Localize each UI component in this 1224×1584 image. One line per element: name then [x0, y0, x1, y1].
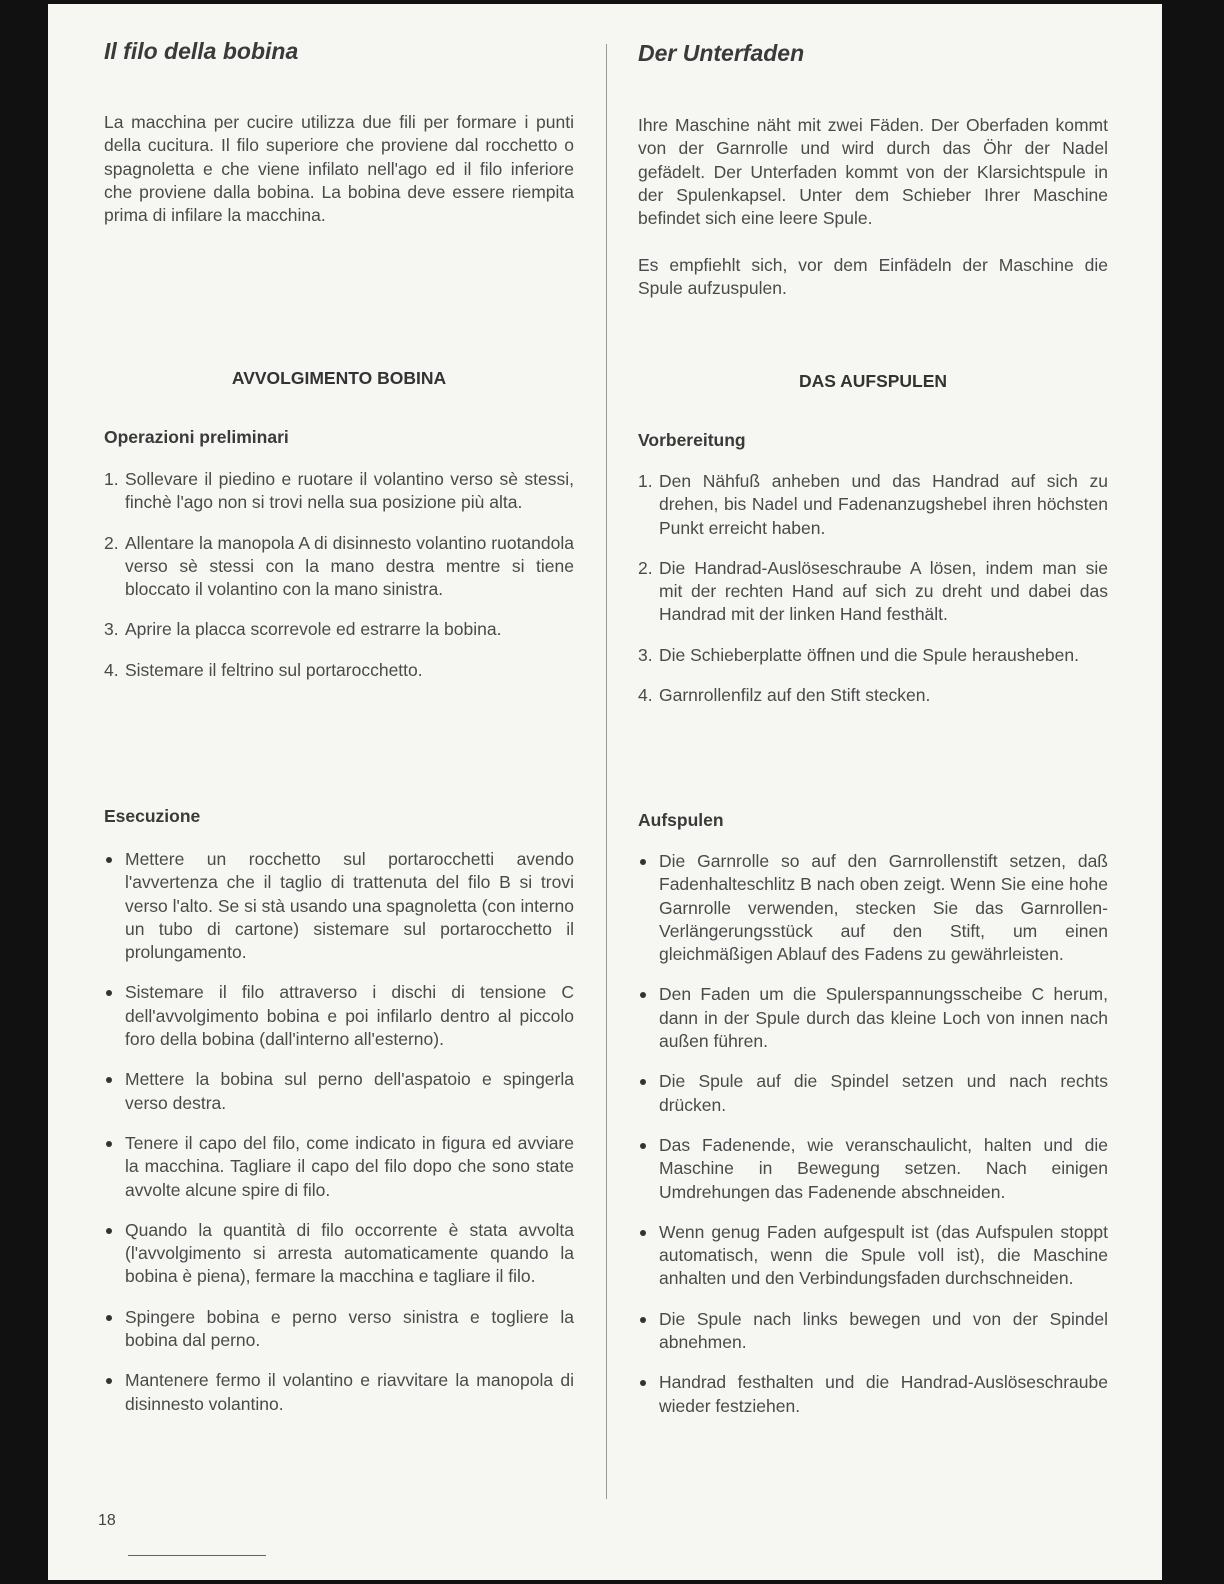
step-number: 1.	[638, 471, 653, 491]
list-item	[104, 618, 574, 641]
step-text: Mettere un rocchetto sul portarocchetti avendo l'avvertenza che il taglio di trattenuta del filo B si trovi verso l'alto. Se si stà usando una spagnoletta (con interno un tubo di cartone) sistemare sul portarocchetto il prolungamento.	[125, 849, 574, 963]
bullet-icon	[640, 1380, 646, 1386]
step-number: 1.	[104, 469, 119, 489]
step-text: Aprire la placca scorrevole ed estrarre la bobina.	[125, 619, 502, 640]
step-text: Den Nähfuß anheben und das Handrad auf sich zu drehen, bis Nadel und Fadenanzugshebel ihren höchsten Punkt erreicht haben.	[659, 471, 1108, 538]
list-item	[638, 470, 1108, 540]
bullet-icon	[106, 1077, 112, 1083]
german-prep-list	[638, 470, 1108, 724]
italian-title: Il filo della bobina	[104, 38, 299, 64]
step-text: Sistemare il feltrino sul portarocchetto.	[125, 659, 423, 680]
list-item	[638, 1308, 1108, 1355]
italian-section-title: AVVOLGIMENTO BOBINA	[231, 368, 447, 388]
italian-prep-list	[104, 468, 574, 699]
manual-page	[48, 4, 1162, 1580]
step-text: Mettere la bobina sul perno dell'aspatoio e spingerla verso destra.	[125, 1069, 574, 1113]
german-title: Der Unterfaden	[638, 40, 805, 66]
decorative-rule	[128, 1555, 266, 1556]
list-item	[104, 1219, 574, 1289]
bullet-icon	[106, 990, 112, 996]
italian-exec-list	[104, 848, 574, 1433]
step-text: Die Schieberplatte öffnen und die Spule herausheben.	[659, 644, 1079, 665]
list-item	[104, 1369, 574, 1416]
step-number: 3.	[638, 644, 653, 665]
bullet-icon	[106, 857, 112, 863]
step-text: Sollevare il piedino e ruotare il volantino verso sè stessi, finchè l'ago non si trovi nella sua posizione più alta.	[125, 469, 574, 513]
step-number: 2.	[104, 532, 119, 553]
german-prep-heading: Vorbereitung	[638, 430, 746, 450]
step-number: 3.	[104, 619, 119, 640]
list-item	[638, 983, 1108, 1053]
step-text: Die Handrad-Auslöseschraube A lösen, indem man sie mit der rechten Hand auf sich zu dreht und dabei das Handrad mit der linken Hand festhält.	[659, 557, 1108, 625]
italian-prep-heading: Operazioni preliminari	[104, 427, 289, 447]
bullet-icon	[106, 1141, 112, 1147]
step-text: Die Spule nach links bewegen und von der Spindel abnehmen.	[659, 1308, 1108, 1353]
step-text: Den Faden um die Spulerspannungsscheibe C herum, dann in der Spule durch das kleine Loch von innen nach außen führen.	[659, 984, 1108, 1052]
bullet-icon	[640, 1143, 646, 1149]
step-text: Garnrollenfilz auf den Stift stecken.	[659, 685, 931, 706]
step-text: Sistemare il filo attraverso i dischi di tensione C dell'avvolgimento bobina e poi infilarlo dentro al piccolo foro della bobina (dall'interno all'esterno).	[125, 982, 574, 1050]
step-number: 4.	[638, 685, 653, 706]
italian-intro: La macchina per cucire utilizza due fili per formare i punti della cucitura. Il filo superiore che proviene dal rocchetto o spagnoletta e che viene infilato nell'ago ed il filo inferiore che proviene dalla bobina. La bobina deve essere riempita prima di infilare la macchina.	[104, 112, 574, 226]
step-text: Quando la quantità di filo occorrente è stata avvolta (l'avvolgimento si arresta automaticamente quando la bobina è piena), fermare la macchina e tagliare il filo.	[125, 1219, 574, 1287]
list-item	[638, 1134, 1108, 1204]
bullet-icon	[106, 1378, 112, 1384]
step-text: Allentare la manopola A di disinnesto volantino ruotandola verso sè stessi con la mano destra mentre si tiene bloccato il volantino con la mano sinistra.	[125, 532, 574, 600]
step-number: 2.	[638, 557, 653, 578]
italian-exec-heading: Esecuzione	[104, 806, 201, 826]
list-item	[104, 848, 574, 964]
bullet-icon	[640, 1317, 646, 1323]
list-item	[638, 1070, 1108, 1117]
list-item	[104, 532, 574, 602]
step-text: Die Spule auf die Spindel setzen und nach rechts drücken.	[659, 1071, 1108, 1115]
list-item	[104, 468, 574, 515]
german-intro: Ihre Maschine näht mit zwei Fäden. Der Oberfaden kommt von der Garnrolle und wird durch das Öhr der Nadel gefädelt. Der Unterfaden kommt von der Klarsichtspule in der Spulenkapsel. Unter dem Schieber Ihrer Maschine befindet sich eine leere Spule.	[638, 115, 1108, 229]
german-exec-heading: Aufspulen	[638, 810, 724, 830]
list-item	[638, 850, 1108, 966]
step-text: Tenere il capo del filo, come indicato in figura ed avviare la macchina. Tagliare il capo del filo dopo che sono state avvolte alcune spire di filo.	[125, 1132, 574, 1200]
bullet-icon	[106, 1228, 112, 1234]
step-text: Spingere bobina e perno verso sinistra e togliere la bobina dal perno.	[125, 1306, 574, 1351]
step-text: Die Garnrolle so auf den Garnrollenstift setzen, daß Fadenhalteschlitz B nach oben zeigt. Wenn Sie eine hohe Garnrolle verwenden, stecken Sie das Garnrollen-Verlängerungsstück auf den Stift, um einen gleichmäßigen Ablauf des Fadens zu gewährleisten.	[659, 851, 1108, 965]
step-number: 4.	[104, 659, 119, 680]
list-item	[638, 1221, 1108, 1291]
step-text: Wenn genug Faden aufgespult ist (das Aufspulen stoppt automatisch, wenn die Spule voll ist), die Maschine anhalten und den Verbindungsfaden durchschneiden.	[659, 1221, 1108, 1289]
list-item	[104, 1132, 574, 1202]
list-item	[638, 557, 1108, 627]
bullet-icon	[640, 1230, 646, 1236]
column-divider	[606, 44, 607, 1499]
bullet-icon	[106, 1315, 112, 1321]
list-item	[104, 1068, 574, 1115]
step-text: Handrad festhalten und die Handrad-Auslöseschraube wieder festziehen.	[659, 1372, 1108, 1416]
bullet-icon	[640, 859, 646, 865]
list-item	[104, 659, 574, 682]
step-text: Das Fadenende, wie veranschaulicht, halten und die Maschine in Bewegung setzen. Nach einigen Umdrehungen das Fadenende abschneiden.	[659, 1134, 1108, 1202]
page-number: 18	[98, 1512, 116, 1529]
list-item	[638, 1371, 1108, 1418]
step-text: Mantenere fermo il volantino e riavvitare la manopola di disinnesto volantino.	[125, 1370, 574, 1414]
list-item	[638, 684, 1108, 707]
list-item	[104, 981, 574, 1051]
bullet-icon	[640, 992, 646, 998]
german-section-title: DAS AUFSPULEN	[798, 371, 948, 391]
bullet-icon	[640, 1079, 646, 1085]
list-item	[638, 644, 1108, 667]
german-intro-2: Es empfiehlt sich, vor dem Einfädeln der Maschine die Spule aufzuspulen.	[638, 255, 1108, 299]
list-item	[104, 1306, 574, 1353]
german-exec-list	[638, 850, 1108, 1435]
